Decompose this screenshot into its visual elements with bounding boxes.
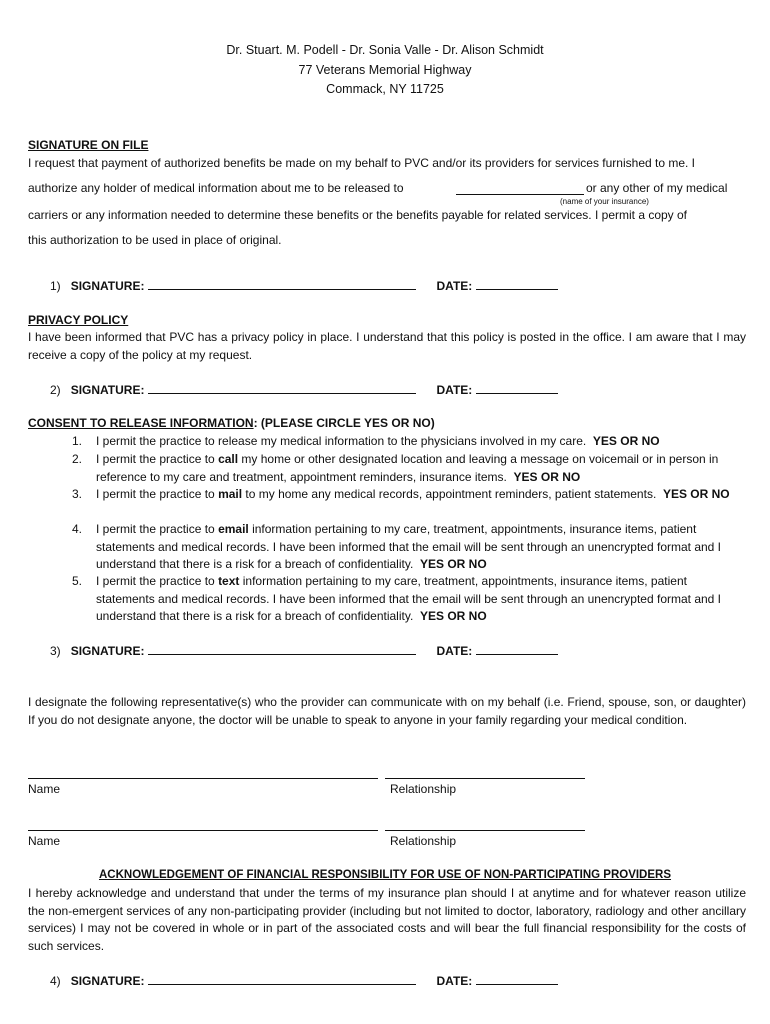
representative-name-field-1[interactable] <box>28 778 378 779</box>
consent-item-text: I permit the practice to <box>96 574 219 588</box>
consent-item-4 <box>72 521 748 574</box>
address-line-2: Commack, NY 11725 <box>326 82 444 96</box>
signature-label: SIGNATURE: <box>70 974 145 988</box>
signature-label: SIGNATURE: <box>70 383 145 397</box>
signature-number: 1) <box>50 279 61 293</box>
yes-or-no-choice[interactable]: YES OR NO <box>513 469 581 484</box>
representative-name-field-2[interactable] <box>28 830 378 831</box>
signature-label: SIGNATURE: <box>70 644 145 658</box>
date-label: DATE: <box>436 644 473 658</box>
consent-heading <box>28 416 435 430</box>
signature-row-4 <box>50 973 558 988</box>
consent-title-suffix: : (PLEASE CIRCLE YES OR NO) <box>253 416 435 430</box>
signature-on-file-line3: carriers or any information needed to determine these benefits or the benefits payable for related services. I permit a copy of <box>28 208 688 222</box>
yes-or-no-choice[interactable]: YES OR NO <box>662 487 730 501</box>
date-field-2[interactable] <box>476 382 558 394</box>
date-field-3[interactable] <box>476 643 558 655</box>
signature-on-file-line2b: or any other of my medical <box>586 181 728 195</box>
yes-or-no-choice[interactable]: YES OR NO <box>592 434 660 448</box>
consent-item-method: text <box>218 574 240 588</box>
yes-or-no-choice[interactable]: YES OR NO <box>419 557 487 571</box>
consent-item-1 <box>72 433 748 451</box>
signature-on-file-line1: I request that payment of authorized benefits be made on my behalf to PVC and/or its providers for services furnished to me. I <box>28 156 696 170</box>
consent-item-method: mail <box>218 487 243 501</box>
representative-relationship-field-1[interactable] <box>385 778 585 779</box>
signature-field-2[interactable] <box>148 382 416 394</box>
consent-item-3 <box>72 486 748 504</box>
consent-title: CONSENT TO RELEASE INFORMATION <box>28 416 254 430</box>
signature-number: 4) <box>50 974 61 988</box>
signature-on-file-line4: this authorization to be used in place of original. <box>28 233 282 247</box>
name-label: Name <box>28 834 61 848</box>
signature-row-3 <box>50 643 558 658</box>
consent-item-text: my home or other designated location and leaving a message on voicemail or in person in reference to my care and treatment, appointment reminders, insurance items. <box>96 452 719 484</box>
relationship-label: Relationship <box>390 834 457 848</box>
date-label: DATE: <box>436 383 473 397</box>
representative-relationship-field-2[interactable] <box>385 830 585 831</box>
financial-title: ACKNOWLEDGEMENT OF FINANCIAL RESPONSIBILITY FOR USE OF NON-PARTICIPATING PROVIDERS <box>98 869 672 881</box>
consent-item-text: I permit the practice to <box>96 487 219 501</box>
consent-item-2 <box>72 451 748 486</box>
consent-item-method: call <box>218 452 239 466</box>
signature-on-file-line2a: authorize any holder of medical information about me to be released to <box>28 181 404 195</box>
date-field-1[interactable] <box>476 278 558 290</box>
consent-item-text: information pertaining to my care, treatment, appointments, insurance items, patient statements and medical records. I have been informed that the email will be sent through an unencrypted format and I understand that there is a risk for a breach of confidentiality. <box>96 522 722 571</box>
financial-text: I hereby acknowledge and understand that under the terms of my insurance plan should I at anytime and for whatever reason utilize the non-emergent services of any non-participating provider (including but not limited to doctor, laboratory, radiology and other ancillary services) I may not be covered in whole or in part of the associated costs and will bear the full financial responsibility for the costs of such services. <box>28 886 746 953</box>
insurance-name-field[interactable] <box>456 194 584 195</box>
consent-item-number: 5. <box>72 574 83 588</box>
signature-label: SIGNATURE: <box>70 279 145 293</box>
date-field-4[interactable] <box>476 973 558 985</box>
signature-field-4[interactable] <box>148 973 416 985</box>
consent-item-text: to my home any medical records, appointment reminders, patient statements. <box>242 487 657 501</box>
representative-text: I designate the following representative(s) who the provider can communicate with on my behalf (i.e. Friend, spouse, son, or daughter) If you do not designate anyone, the doctor will be unable to speak to anyone in your family regarding your medical condition. <box>28 695 746 727</box>
consent-item-number: 3. <box>72 487 83 501</box>
consent-item-text: I permit the practice to release my medical information to the physicians involved in my care. <box>96 434 587 448</box>
address-line-1: 77 Veterans Memorial Highway <box>298 63 472 77</box>
date-label: DATE: <box>436 974 473 988</box>
signature-number: 2) <box>50 383 61 397</box>
signature-field-3[interactable] <box>148 643 416 655</box>
yes-or-no-choice[interactable]: YES OR NO <box>419 609 487 623</box>
consent-item-method: email <box>218 522 249 536</box>
consent-item-5 <box>72 573 748 626</box>
insurance-note: (name of your insurance) <box>560 197 649 206</box>
signature-number: 3) <box>50 644 61 658</box>
relationship-label: Relationship <box>390 782 457 796</box>
doctors-header: Dr. Stuart. M. Podell - Dr. Sonia Valle - Dr. Alison Schmidt <box>226 43 544 57</box>
name-label: Name <box>28 782 61 796</box>
privacy-policy-text: I have been informed that PVC has a privacy policy in place. I understand that this policy is posted in the office. I am aware that I may receive a copy of the policy at my request. <box>28 330 746 362</box>
signature-row-2 <box>50 382 558 397</box>
signature-row-1 <box>50 278 558 293</box>
consent-item-number: 4. <box>72 522 83 536</box>
consent-item-text: I permit the practice to <box>96 522 219 536</box>
consent-item-number: 2. <box>72 452 83 466</box>
date-label: DATE: <box>436 279 473 293</box>
consent-item-text: information pertaining to my care, treatment, appointments, insurance items, patient statements and medical records. I have been informed that the email will be sent through an unencrypted format and I understand that there is a risk for a breach of confidentiality. <box>96 574 722 623</box>
consent-item-number: 1. <box>72 434 83 448</box>
consent-item-text: I permit the practice to <box>96 452 219 466</box>
signature-on-file-title: SIGNATURE ON FILE <box>28 138 149 152</box>
signature-field-1[interactable] <box>148 278 416 290</box>
privacy-policy-title: PRIVACY POLICY <box>28 313 129 327</box>
